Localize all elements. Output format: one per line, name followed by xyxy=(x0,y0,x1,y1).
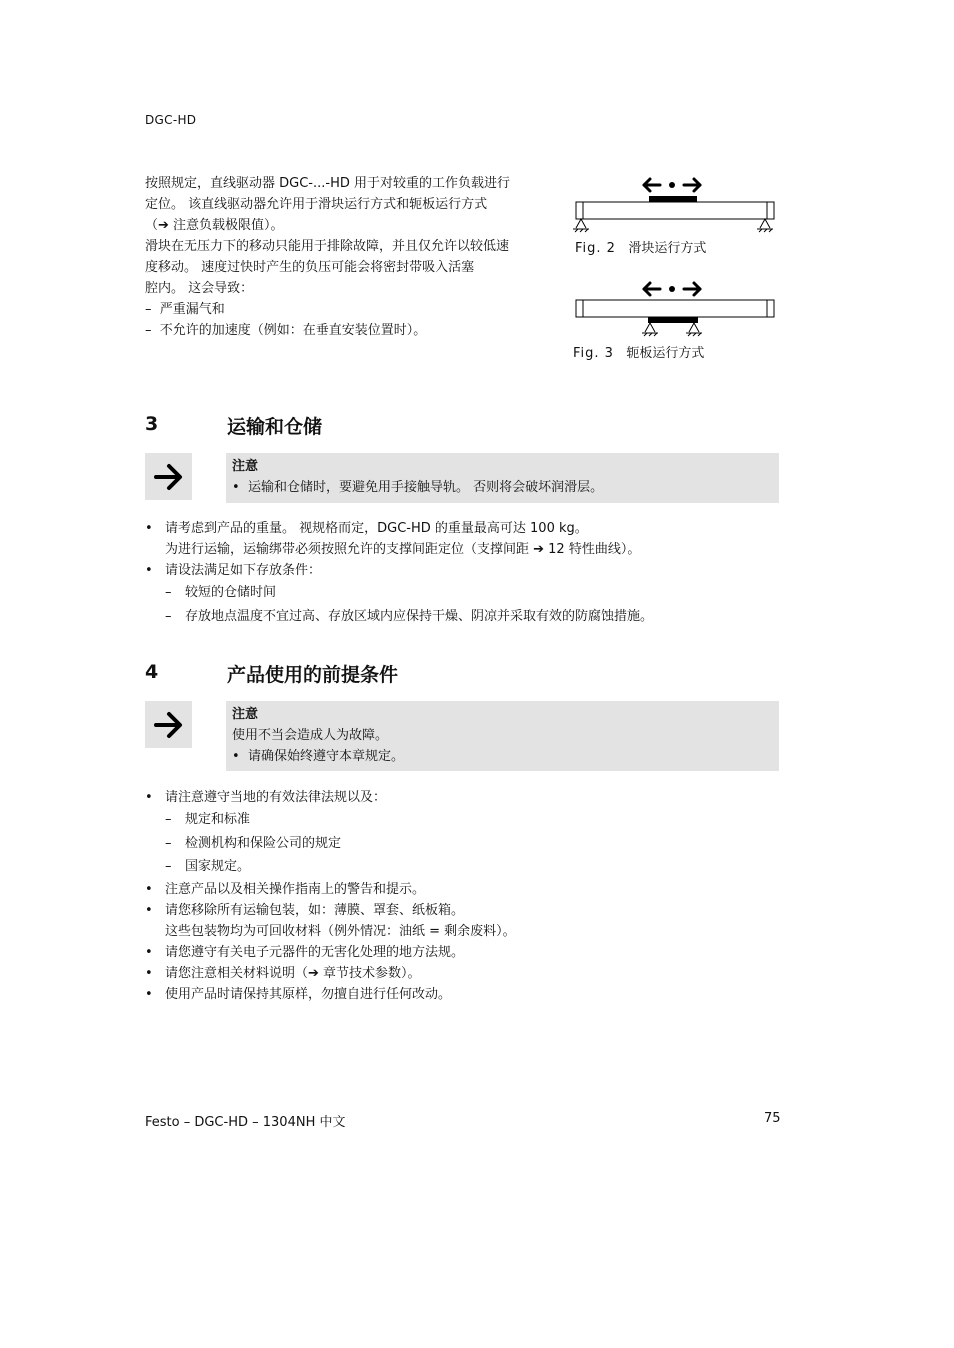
list-item-text: 请您注意相关材料说明（➔ 章节技术参数）。 xyxy=(165,965,421,981)
intro-line: 按照规定，直线驱动器 DGC-...-HD 用于对较重的工作负载进行 xyxy=(145,176,510,191)
list-item-text: 请注意遵守当地的有效法律法规以及： xyxy=(165,790,387,805)
intro-item xyxy=(145,299,565,320)
support-left-icon xyxy=(573,219,589,232)
list-item xyxy=(145,560,785,581)
sub-list-item xyxy=(145,855,785,879)
list-item-text: 请您遵守有关电子元器件的无害化处理的地方法规。 xyxy=(165,944,465,960)
dash-marker: – xyxy=(165,585,172,600)
bullet-marker: • xyxy=(145,944,153,960)
intro-item xyxy=(145,320,565,341)
intro-paragraph xyxy=(145,173,565,341)
list-item-text: 规定和标准 xyxy=(185,812,251,827)
bullet-marker: • xyxy=(145,986,153,1002)
section-title: 产品使用的前提条件 xyxy=(227,664,399,686)
list-item-text: 注意产品以及相关操作指南上的警告和提示。 xyxy=(165,881,426,897)
list-item xyxy=(145,879,785,900)
arrow-right-icon xyxy=(145,701,192,748)
yoke-plate xyxy=(648,317,698,323)
note-arrow-box xyxy=(145,453,192,500)
section4-list xyxy=(145,787,785,1005)
list-item-text: 国家规定。 xyxy=(185,859,251,874)
note-text: 使用不当会造成人为故障。 xyxy=(232,728,389,743)
intro-line: （➔ 注意负载极限值）。 xyxy=(145,218,284,233)
note-arrow-box xyxy=(145,701,192,748)
figure-label: Fig. 2 xyxy=(575,241,616,256)
document-code: DGC-HD xyxy=(145,113,197,127)
list-item-continuation xyxy=(145,539,785,560)
figure-yoke-mode xyxy=(572,279,782,339)
intro-item-text: 严重漏气和 xyxy=(159,302,225,317)
note-title: 注意 xyxy=(232,459,259,474)
list-item-text: 使用产品时请保持其原样，勿擅自进行任何改动。 xyxy=(165,986,452,1002)
list-item-text: 这些包装物均为可回收材料（例外情况：油纸 = 剩余废料）。 xyxy=(165,923,516,939)
support-right-icon xyxy=(757,219,773,232)
list-item xyxy=(145,518,785,539)
sub-list-item xyxy=(145,605,785,629)
intro-line: 定位。 该直线驱动器允许用于滑块运行方式和轭板运行方式 xyxy=(145,197,488,212)
figure-title: 滑块运行方式 xyxy=(628,241,707,256)
support-left-icon xyxy=(642,323,658,336)
note-bullet xyxy=(232,477,779,498)
note-bullet-text: 运输和仓储时，要避免用手接触导轨。 否则将会破坏润滑层。 xyxy=(247,480,604,495)
list-item xyxy=(145,963,785,984)
note-bullet xyxy=(232,746,779,767)
slide-mode-diagram xyxy=(572,175,782,235)
note-bullet-text: 请确保始终遵守本章规定。 xyxy=(247,749,404,764)
dash-marker: – xyxy=(165,812,172,827)
intro-line: 度移动。 速度过快时产生的负压可能会将密封带吸入活塞 xyxy=(145,260,475,275)
yoke-mode-diagram xyxy=(572,279,782,339)
list-item-text: 检测机构和保险公司的规定 xyxy=(185,835,342,851)
intro-item-text: 不允许的加速度（例如：在垂直安装位置时）。 xyxy=(159,323,427,338)
bullet-marker: • xyxy=(232,749,240,764)
note-box xyxy=(226,701,779,771)
dot-icon xyxy=(669,286,675,292)
dash-marker: – xyxy=(165,859,172,874)
support-right-icon xyxy=(686,323,702,336)
note-title: 注意 xyxy=(232,707,259,722)
intro-line: 滑块在无压力下的移动只能用于排除故障，并且仅允许以较低速 xyxy=(145,239,510,254)
list-item-continuation xyxy=(145,921,785,942)
sub-list-item xyxy=(145,581,785,605)
bullet-marker: • xyxy=(145,881,153,897)
list-item-text: 较短的仓储时间 xyxy=(185,585,277,600)
section-title: 运输和仓储 xyxy=(227,416,323,438)
bullet-marker: • xyxy=(232,480,240,495)
bullet-marker: • xyxy=(145,965,153,981)
sub-list-item xyxy=(145,832,785,856)
figure-title: 轭板运行方式 xyxy=(626,346,705,361)
arrow-right-icon xyxy=(145,453,192,500)
list-item-text: 为进行运输，运输绑带必须按照允许的支撑间距定位（支撑间距 ➔ 12 特性曲线）。 xyxy=(165,542,641,557)
dash-marker: – xyxy=(165,608,172,624)
slide-block xyxy=(649,196,697,202)
list-item-text: 请设法满足如下存放条件： xyxy=(165,563,322,578)
section-number: 4 xyxy=(145,661,159,683)
bullet-marker: • xyxy=(145,521,153,536)
page-number: 75 xyxy=(764,1111,781,1126)
footer-doc-info: Festo – DGC-HD – 1304NH 中文 xyxy=(145,1115,346,1130)
dash-marker: – xyxy=(145,302,152,317)
intro-line: 腔内。 这会导致： xyxy=(145,281,254,296)
figure-caption xyxy=(573,342,704,361)
list-item xyxy=(145,900,785,921)
list-item xyxy=(145,984,785,1005)
bullet-marker: • xyxy=(145,790,153,805)
section-number: 3 xyxy=(145,413,159,435)
dot-icon xyxy=(669,182,675,188)
dash-marker: – xyxy=(145,323,152,338)
figure-label: Fig. 3 xyxy=(573,346,614,361)
list-item-text: 存放地点温度不宜过高、存放区域内应保持干燥、阴凉并采取有效的防腐蚀措施。 xyxy=(185,608,654,624)
list-item xyxy=(145,942,785,963)
bullet-marker: • xyxy=(145,902,153,918)
list-item-text: 请考虑到产品的重量。 视规格而定，DGC-HD 的重量最高可达 100 kg。 xyxy=(165,521,588,536)
section3-list xyxy=(145,518,785,628)
list-item-text: 请您移除所有运输包装，如：薄膜、罩套、纸板箱。 xyxy=(165,902,465,918)
dash-marker: – xyxy=(165,835,172,851)
figure-caption xyxy=(575,237,706,256)
list-item xyxy=(145,787,785,808)
note-box xyxy=(226,453,779,503)
sub-list-item xyxy=(145,808,785,832)
bullet-marker: • xyxy=(145,563,153,578)
figure-slide-mode xyxy=(572,175,782,235)
